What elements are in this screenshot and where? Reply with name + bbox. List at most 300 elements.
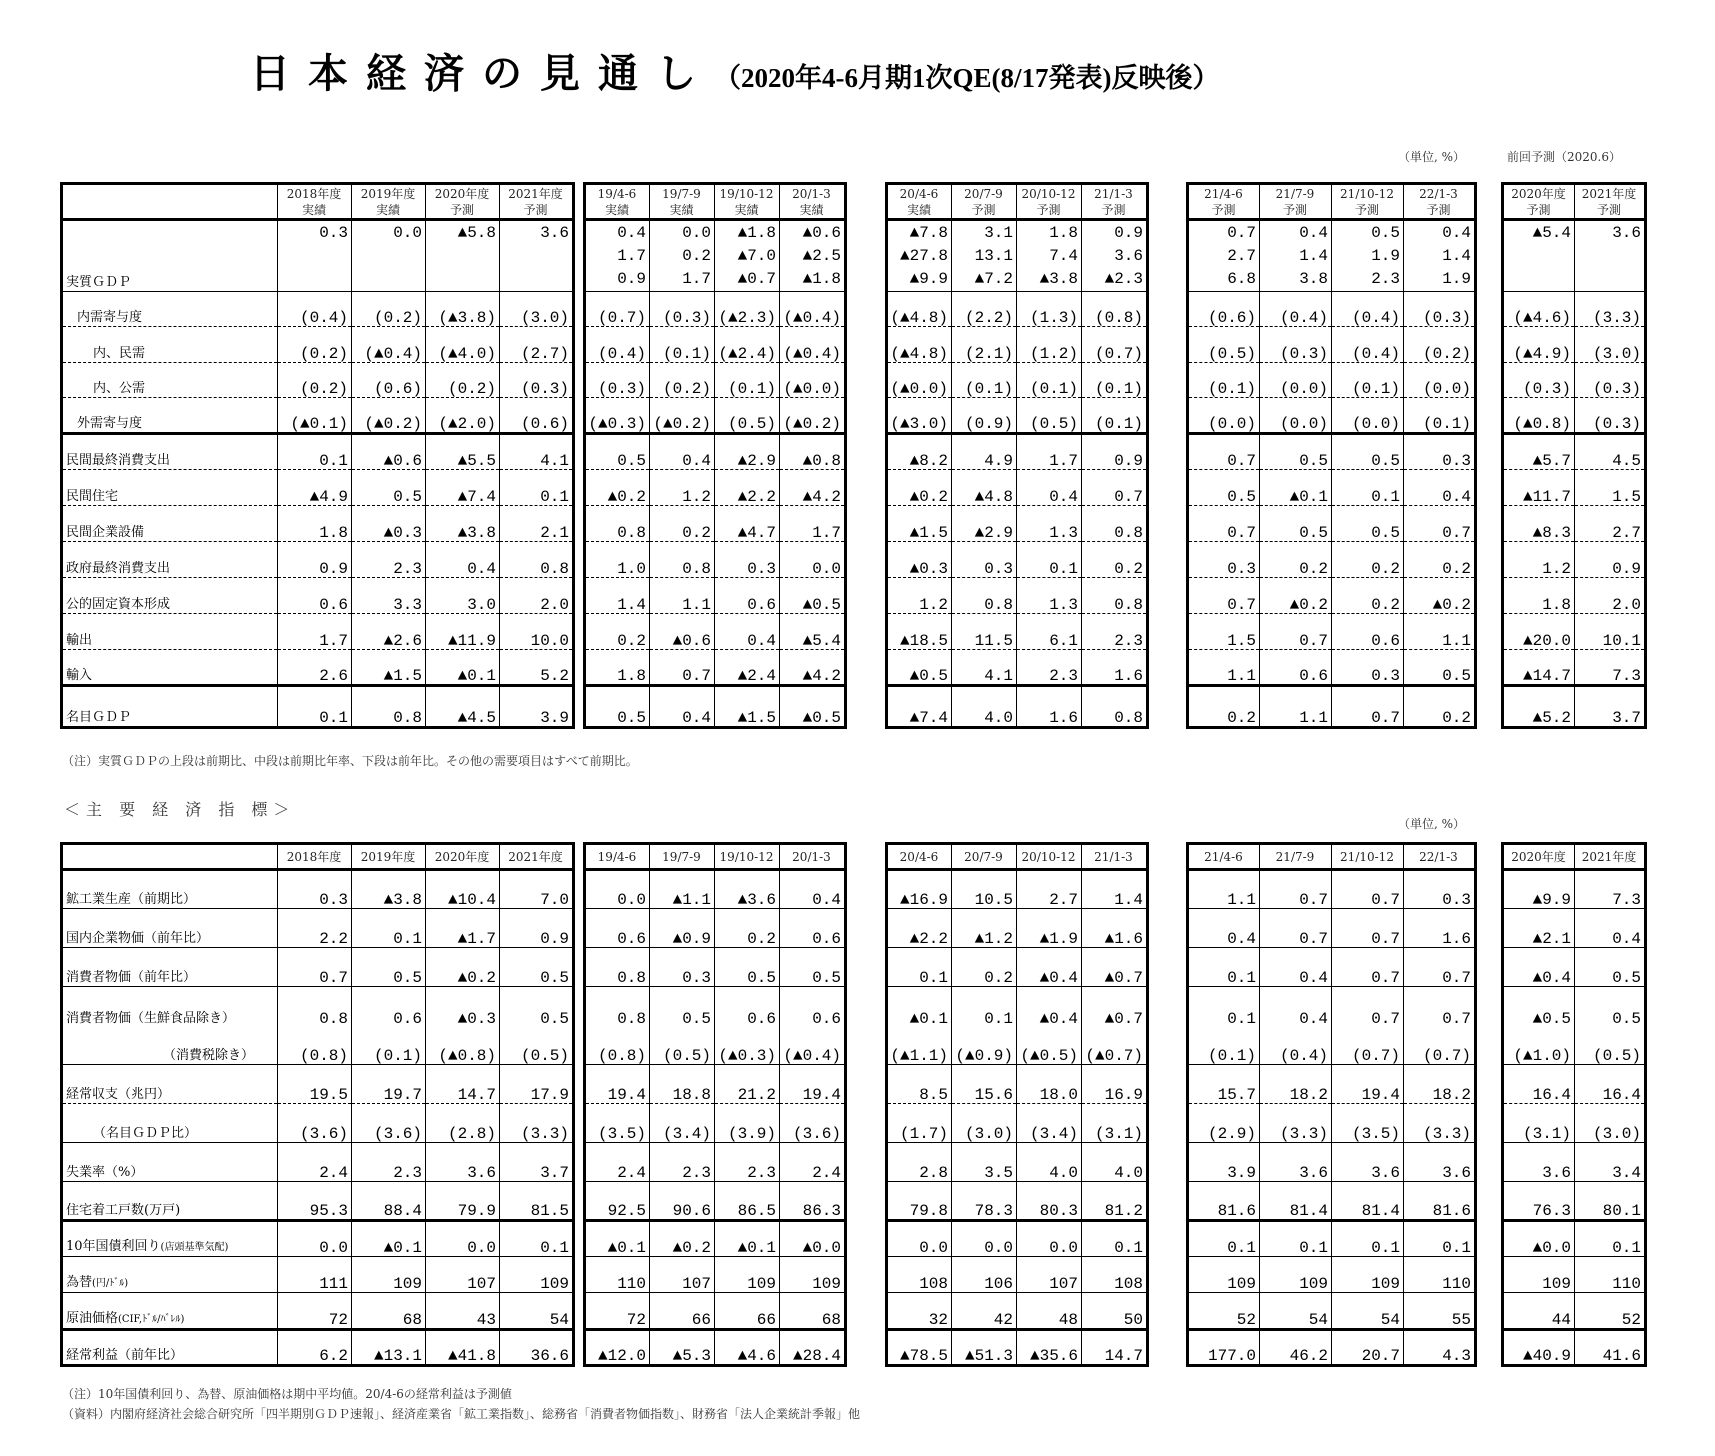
value-cell: 0.5 bbox=[1332, 506, 1404, 542]
value-cell bbox=[780, 220, 846, 292]
value-cell: 19.5 bbox=[278, 1065, 352, 1104]
value-cell: 2.8 bbox=[887, 1143, 952, 1182]
table-row bbox=[887, 1182, 1148, 1221]
value-cell: ▲1.2 bbox=[952, 909, 1017, 948]
value-cell: (3.9) bbox=[715, 1104, 780, 1143]
value-cell: 1.2 bbox=[1503, 542, 1575, 578]
value-cell: 4.5 bbox=[1575, 434, 1646, 470]
column-period: 2018年度 bbox=[286, 186, 342, 201]
value-cell: 0.8 bbox=[585, 948, 650, 987]
table-row bbox=[585, 1143, 846, 1182]
table-row bbox=[1188, 1104, 1476, 1143]
value-cell: ▲0.1 bbox=[1260, 470, 1332, 506]
value-cell: 0.7 bbox=[278, 948, 352, 987]
value-cell bbox=[1332, 220, 1404, 292]
row-label-text: 消費者物価（生鮮食品除き） bbox=[66, 1010, 236, 1026]
table-row bbox=[62, 1143, 574, 1182]
column-header bbox=[715, 184, 780, 220]
value-cell: 16.4 bbox=[1503, 1065, 1575, 1104]
column-period: 21/4-6 bbox=[1204, 186, 1243, 201]
table-row bbox=[1188, 542, 1476, 578]
value-cell: (▲1.0) bbox=[1503, 1027, 1575, 1065]
gdp-value: 0.4 bbox=[1442, 224, 1471, 242]
value-cell: (3.6) bbox=[352, 1104, 426, 1143]
table-row bbox=[62, 363, 574, 398]
column-header bbox=[585, 184, 650, 220]
table-row bbox=[62, 870, 574, 909]
table-row bbox=[1503, 398, 1646, 434]
gdp-value bbox=[1577, 268, 1641, 291]
value-cell: (▲0.9) bbox=[952, 1027, 1017, 1065]
table-row bbox=[585, 614, 846, 650]
table-row bbox=[887, 614, 1148, 650]
value-cell: 1.6 bbox=[1082, 650, 1148, 686]
table-row bbox=[887, 542, 1148, 578]
value-cell bbox=[1575, 220, 1646, 292]
table-row bbox=[62, 220, 574, 292]
table1-block-4 bbox=[1501, 182, 1647, 729]
value-cell: 0.4 bbox=[650, 434, 715, 470]
value-cell: 4.1 bbox=[500, 434, 574, 470]
header-row bbox=[585, 844, 846, 870]
value-cell: 0.2 bbox=[952, 948, 1017, 987]
column-status: 実績 bbox=[669, 202, 694, 217]
table-row bbox=[1503, 363, 1646, 398]
value-cell: (0.3) bbox=[500, 363, 574, 398]
value-cell: ▲4.2 bbox=[780, 470, 846, 506]
table-row bbox=[887, 578, 1148, 614]
table-row bbox=[585, 1330, 846, 1366]
table-row bbox=[1188, 292, 1476, 327]
value-cell: (0.1) bbox=[352, 1027, 426, 1065]
column-period: 19/10-12 bbox=[719, 186, 774, 201]
table-row bbox=[887, 327, 1148, 363]
gdp-value: ▲5.4 bbox=[1532, 224, 1571, 242]
value-cell: (1.2) bbox=[1017, 327, 1082, 363]
value-cell: 42 bbox=[952, 1293, 1017, 1330]
column-header bbox=[952, 184, 1017, 220]
value-cell: 1.4 bbox=[585, 578, 650, 614]
value-cell: ▲16.9 bbox=[887, 870, 952, 909]
value-cell: 19.7 bbox=[352, 1065, 426, 1104]
value-cell: 0.4 bbox=[650, 686, 715, 728]
row-label: 内、公需 bbox=[62, 363, 278, 398]
table-row bbox=[1188, 1293, 1476, 1330]
value-cell: 50 bbox=[1082, 1293, 1148, 1330]
value-cell: 3.6 bbox=[1260, 1143, 1332, 1182]
table-row bbox=[62, 1182, 574, 1221]
table-row bbox=[1188, 470, 1476, 506]
value-cell: (3.0) bbox=[952, 1104, 1017, 1143]
gdp-value: 0.4 bbox=[1299, 224, 1328, 242]
value-cell: ▲0.9 bbox=[650, 909, 715, 948]
table-row bbox=[62, 1221, 574, 1257]
table-row bbox=[1188, 327, 1476, 363]
value-cell: ▲0.7 bbox=[1082, 948, 1148, 987]
table-row bbox=[1503, 987, 1646, 1027]
value-cell: 86.3 bbox=[780, 1182, 846, 1221]
column-header bbox=[1082, 184, 1148, 220]
column-header: 22/1-3 bbox=[1404, 844, 1476, 870]
value-cell: ▲10.4 bbox=[426, 870, 500, 909]
column-header bbox=[352, 184, 426, 220]
value-cell: ▲5.4 bbox=[780, 614, 846, 650]
value-cell: 177.0 bbox=[1188, 1330, 1260, 1366]
value-cell: 3.9 bbox=[1188, 1143, 1260, 1182]
value-cell: 0.2 bbox=[1332, 542, 1404, 578]
column-period: 21/1-3 bbox=[1094, 186, 1133, 201]
value-cell: (▲4.9) bbox=[1503, 327, 1575, 363]
value-cell: 0.5 bbox=[585, 434, 650, 470]
value-cell: 0.7 bbox=[1260, 870, 1332, 909]
column-header bbox=[1404, 184, 1476, 220]
value-cell: 1.1 bbox=[650, 578, 715, 614]
value-cell: 107 bbox=[426, 1257, 500, 1293]
value-cell: (2.2) bbox=[952, 292, 1017, 327]
table-row bbox=[887, 1293, 1148, 1330]
table-row bbox=[1503, 1143, 1646, 1182]
column-period: 21/10-12 bbox=[1340, 186, 1394, 201]
value-cell: (0.3) bbox=[1260, 327, 1332, 363]
table-row bbox=[887, 1143, 1148, 1182]
table-row bbox=[887, 686, 1148, 728]
value-cell: 0.5 bbox=[352, 948, 426, 987]
column-header bbox=[780, 184, 846, 220]
table-row bbox=[1188, 363, 1476, 398]
value-cell: 4.0 bbox=[1017, 1143, 1082, 1182]
value-cell: (0.1) bbox=[952, 363, 1017, 398]
value-cell: 0.6 bbox=[278, 578, 352, 614]
value-cell: ▲0.6 bbox=[650, 614, 715, 650]
column-header: 2021年度 bbox=[1575, 844, 1646, 870]
value-cell: ▲4.5 bbox=[426, 686, 500, 728]
table-row bbox=[1188, 506, 1476, 542]
value-cell: 0.0 bbox=[426, 1221, 500, 1257]
value-cell: 109 bbox=[500, 1257, 574, 1293]
table-row bbox=[887, 1104, 1148, 1143]
table-row bbox=[1188, 1143, 1476, 1182]
gdp-value bbox=[1506, 245, 1571, 268]
value-cell: ▲0.8 bbox=[780, 434, 846, 470]
column-status: 実績 bbox=[799, 202, 824, 217]
value-cell: (3.5) bbox=[585, 1104, 650, 1143]
value-cell: (3.6) bbox=[780, 1104, 846, 1143]
value-cell: 0.2 bbox=[585, 614, 650, 650]
gdp-value: 3.8 bbox=[1299, 270, 1328, 288]
value-cell: 0.1 bbox=[1404, 1221, 1476, 1257]
value-cell: 3.7 bbox=[1575, 686, 1646, 728]
value-cell: 79.9 bbox=[426, 1182, 500, 1221]
unit-label: （単位, %） bbox=[1398, 150, 1466, 164]
value-cell: (0.0) bbox=[1260, 363, 1332, 398]
table1-note: （注）実質ＧＤＰの上段は前期比、中段は前期比年率、下段は前年比。その他の需要項目はすべて前期比。 bbox=[62, 754, 638, 768]
value-cell: ▲1.5 bbox=[887, 506, 952, 542]
value-cell: (0.7) bbox=[1332, 1027, 1404, 1065]
column-status: 実績 bbox=[734, 202, 759, 217]
gdp-value: ▲0.7 bbox=[737, 270, 776, 288]
value-cell: ▲40.9 bbox=[1503, 1330, 1575, 1366]
value-cell: 66 bbox=[650, 1293, 715, 1330]
value-cell: ▲4.7 bbox=[715, 506, 780, 542]
value-cell: (2.9) bbox=[1188, 1104, 1260, 1143]
table-row bbox=[62, 1065, 574, 1104]
table-row bbox=[62, 327, 574, 363]
value-cell: (3.3) bbox=[1404, 1104, 1476, 1143]
table-row bbox=[585, 1104, 846, 1143]
value-cell: 0.8 bbox=[585, 987, 650, 1027]
value-cell: (2.8) bbox=[426, 1104, 500, 1143]
value-cell: 16.9 bbox=[1082, 1065, 1148, 1104]
gdp-value: ▲5.8 bbox=[457, 224, 496, 242]
value-cell: 4.0 bbox=[1082, 1143, 1148, 1182]
table2-unit-label: （単位, %） bbox=[1398, 817, 1466, 831]
header-row bbox=[62, 184, 574, 220]
column-status: 予測 bbox=[449, 202, 474, 217]
value-cell: 92.5 bbox=[585, 1182, 650, 1221]
row-label bbox=[62, 987, 278, 1027]
value-cell: ▲3.8 bbox=[352, 870, 426, 909]
value-cell: 36.6 bbox=[500, 1330, 574, 1366]
value-cell: ▲8.2 bbox=[887, 434, 952, 470]
value-cell: 4.3 bbox=[1404, 1330, 1476, 1366]
value-cell: 0.3 bbox=[650, 948, 715, 987]
column-status: 予測 bbox=[1211, 202, 1236, 217]
column-header bbox=[1260, 184, 1332, 220]
section-title-key-indicators: ＜主 要 経 済 指 標＞ bbox=[64, 800, 296, 819]
value-cell: 109 bbox=[715, 1257, 780, 1293]
value-cell: ▲0.5 bbox=[780, 686, 846, 728]
value-cell: 11.5 bbox=[952, 614, 1017, 650]
value-cell: 1.6 bbox=[1017, 686, 1082, 728]
value-cell: 0.8 bbox=[650, 542, 715, 578]
title-subtitle: （2020年4-6月期1次QE(8/17発表)反映後） bbox=[714, 63, 1220, 93]
value-cell: 21.2 bbox=[715, 1065, 780, 1104]
value-cell: 0.6 bbox=[780, 987, 846, 1027]
column-period: 2020年度 bbox=[434, 186, 490, 201]
value-cell: ▲0.5 bbox=[780, 578, 846, 614]
value-cell: (0.5) bbox=[1017, 398, 1082, 434]
value-cell: 0.4 bbox=[426, 542, 500, 578]
value-cell: 0.5 bbox=[715, 948, 780, 987]
row-label bbox=[62, 1104, 278, 1143]
value-cell: (0.2) bbox=[352, 292, 426, 327]
value-cell: (0.6) bbox=[500, 398, 574, 434]
value-cell: (0.1) bbox=[1404, 398, 1476, 434]
table-row bbox=[62, 434, 574, 470]
value-cell: ▲0.1 bbox=[352, 1221, 426, 1257]
value-cell: ▲5.7 bbox=[1503, 434, 1575, 470]
table-row bbox=[585, 1027, 846, 1065]
row-label bbox=[62, 1182, 278, 1221]
value-cell: 3.6 bbox=[426, 1143, 500, 1182]
value-cell: (0.2) bbox=[278, 363, 352, 398]
value-cell: (▲2.0) bbox=[426, 398, 500, 434]
table-row bbox=[1188, 398, 1476, 434]
value-cell: 0.9 bbox=[1575, 542, 1646, 578]
row-label: 実質ＧＤＰ bbox=[62, 220, 278, 292]
column-header: 19/4-6 bbox=[585, 844, 650, 870]
value-cell: 0.4 bbox=[1017, 470, 1082, 506]
row-label bbox=[62, 1065, 278, 1104]
value-cell: 0.5 bbox=[1188, 470, 1260, 506]
value-cell: 72 bbox=[278, 1293, 352, 1330]
value-cell: ▲1.9 bbox=[1017, 909, 1082, 948]
value-cell: 2.0 bbox=[500, 578, 574, 614]
value-cell: (▲0.8) bbox=[426, 1027, 500, 1065]
value-cell: 0.3 bbox=[278, 870, 352, 909]
table-row bbox=[887, 363, 1148, 398]
row-label: 政府最終消費支出 bbox=[62, 542, 278, 578]
value-cell: 15.7 bbox=[1188, 1065, 1260, 1104]
table-row bbox=[887, 220, 1148, 292]
value-cell bbox=[500, 220, 574, 292]
value-cell: (0.6) bbox=[352, 363, 426, 398]
value-cell: 10.5 bbox=[952, 870, 1017, 909]
value-cell: 1.7 bbox=[780, 506, 846, 542]
value-cell: (1.7) bbox=[887, 1104, 952, 1143]
value-cell: 81.2 bbox=[1082, 1182, 1148, 1221]
row-label bbox=[62, 909, 278, 948]
value-cell: 0.1 bbox=[500, 1221, 574, 1257]
value-cell: 0.4 bbox=[1260, 948, 1332, 987]
header-row bbox=[1503, 184, 1646, 220]
value-cell: 0.1 bbox=[352, 909, 426, 948]
value-cell: ▲2.9 bbox=[715, 434, 780, 470]
gdp-value: 2.7 bbox=[1227, 247, 1256, 265]
column-status: 予測 bbox=[523, 202, 548, 217]
value-cell: (3.1) bbox=[1503, 1104, 1575, 1143]
value-cell: 0.2 bbox=[1332, 578, 1404, 614]
value-cell: 0.1 bbox=[1188, 1221, 1260, 1257]
value-cell: (0.0) bbox=[1260, 398, 1332, 434]
value-cell: (▲2.4) bbox=[715, 327, 780, 363]
value-cell: 19.4 bbox=[780, 1065, 846, 1104]
gdp-value: 0.2 bbox=[682, 247, 711, 265]
value-cell: 16.4 bbox=[1575, 1065, 1646, 1104]
value-cell: 1.8 bbox=[278, 506, 352, 542]
gdp-value: ▲0.6 bbox=[802, 224, 841, 242]
value-cell: (▲0.3) bbox=[715, 1027, 780, 1065]
value-cell: 0.2 bbox=[1404, 542, 1476, 578]
value-cell: 43 bbox=[426, 1293, 500, 1330]
row-label: 民間最終消費支出 bbox=[62, 434, 278, 470]
column-status: 予測 bbox=[1426, 202, 1451, 217]
column-period: 19/4-6 bbox=[597, 186, 637, 201]
column-header: 2018年度 bbox=[278, 844, 352, 870]
value-cell: (▲0.2) bbox=[780, 398, 846, 434]
value-cell: 79.8 bbox=[887, 1182, 952, 1221]
value-cell: 0.8 bbox=[1082, 506, 1148, 542]
value-cell: 1.3 bbox=[1017, 506, 1082, 542]
value-cell: 0.2 bbox=[650, 506, 715, 542]
gdp-value: 7.4 bbox=[1049, 247, 1078, 265]
value-cell: (▲0.5) bbox=[1017, 1027, 1082, 1065]
row-label-text: 為替 bbox=[66, 1275, 93, 1290]
value-cell: 2.3 bbox=[1017, 650, 1082, 686]
value-cell: 109 bbox=[1260, 1257, 1332, 1293]
value-cell: (0.4) bbox=[1260, 1027, 1332, 1065]
value-cell: ▲0.2 bbox=[426, 948, 500, 987]
value-cell: ▲35.6 bbox=[1017, 1330, 1082, 1366]
table-row bbox=[1503, 220, 1646, 292]
value-cell: 10.1 bbox=[1575, 614, 1646, 650]
value-cell: 81.6 bbox=[1188, 1182, 1260, 1221]
table-row bbox=[585, 1221, 846, 1257]
value-cell: 2.1 bbox=[500, 506, 574, 542]
value-cell: ▲0.1 bbox=[585, 1221, 650, 1257]
row-label bbox=[62, 870, 278, 909]
value-cell: ▲2.2 bbox=[715, 470, 780, 506]
column-status: 予測 bbox=[1036, 202, 1061, 217]
column-header: 20/7-9 bbox=[952, 844, 1017, 870]
value-cell: 0.0 bbox=[1017, 1221, 1082, 1257]
value-cell: (▲4.0) bbox=[426, 327, 500, 363]
value-cell: ▲0.7 bbox=[1082, 987, 1148, 1027]
value-cell: ▲2.9 bbox=[952, 506, 1017, 542]
value-cell: 2.0 bbox=[1575, 578, 1646, 614]
value-cell: 1.3 bbox=[1017, 578, 1082, 614]
table-row bbox=[62, 987, 574, 1027]
value-cell: ▲0.3 bbox=[426, 987, 500, 1027]
value-cell: 0.6 bbox=[715, 987, 780, 1027]
table2-block-0 bbox=[60, 842, 575, 1367]
gdp-value: ▲7.8 bbox=[909, 224, 948, 242]
value-cell bbox=[585, 220, 650, 292]
value-cell: (▲1.1) bbox=[887, 1027, 952, 1065]
table-row bbox=[887, 987, 1148, 1027]
value-cell: (3.4) bbox=[650, 1104, 715, 1143]
value-cell: 0.3 bbox=[952, 542, 1017, 578]
table-row bbox=[585, 542, 846, 578]
value-cell: (0.6) bbox=[1188, 292, 1260, 327]
value-cell: 0.5 bbox=[650, 987, 715, 1027]
value-cell: 107 bbox=[650, 1257, 715, 1293]
value-cell: 18.0 bbox=[1017, 1065, 1082, 1104]
row-label-qualifier: (CIF,ﾄﾞﾙ/ﾊﾞﾚﾙ) bbox=[118, 1314, 185, 1325]
column-status: 実績 bbox=[906, 202, 931, 217]
value-cell: 0.1 bbox=[1260, 1221, 1332, 1257]
value-cell: 46.2 bbox=[1260, 1330, 1332, 1366]
value-cell: 20.7 bbox=[1332, 1330, 1404, 1366]
column-header: 21/4-6 bbox=[1188, 844, 1260, 870]
previous-forecast-label: 前回予測（2020.6） bbox=[1507, 150, 1621, 164]
table-row bbox=[1503, 1104, 1646, 1143]
value-cell: 110 bbox=[1575, 1257, 1646, 1293]
value-cell: (0.8) bbox=[585, 1027, 650, 1065]
value-cell: 55 bbox=[1404, 1293, 1476, 1330]
gdp-value: ▲1.8 bbox=[802, 270, 841, 288]
value-cell: (▲0.4) bbox=[780, 292, 846, 327]
gdp-value: 1.4 bbox=[1442, 247, 1471, 265]
gdp-value bbox=[428, 268, 496, 291]
table-row bbox=[62, 578, 574, 614]
value-cell: (▲0.0) bbox=[780, 363, 846, 398]
row-label: 公的固定資本形成 bbox=[62, 578, 278, 614]
column-header: 2020年度 bbox=[1503, 844, 1575, 870]
value-cell: (0.7) bbox=[585, 292, 650, 327]
value-cell: ▲0.1 bbox=[715, 1221, 780, 1257]
value-cell bbox=[278, 220, 352, 292]
value-cell: ▲0.4 bbox=[1503, 948, 1575, 987]
table-row bbox=[585, 650, 846, 686]
value-cell: 52 bbox=[1188, 1293, 1260, 1330]
table1-block-0 bbox=[60, 182, 575, 729]
gdp-value: 6.8 bbox=[1227, 270, 1256, 288]
value-cell: 0.6 bbox=[715, 578, 780, 614]
value-cell: 2.7 bbox=[1017, 870, 1082, 909]
value-cell: 0.7 bbox=[1404, 987, 1476, 1027]
value-cell: 14.7 bbox=[426, 1065, 500, 1104]
